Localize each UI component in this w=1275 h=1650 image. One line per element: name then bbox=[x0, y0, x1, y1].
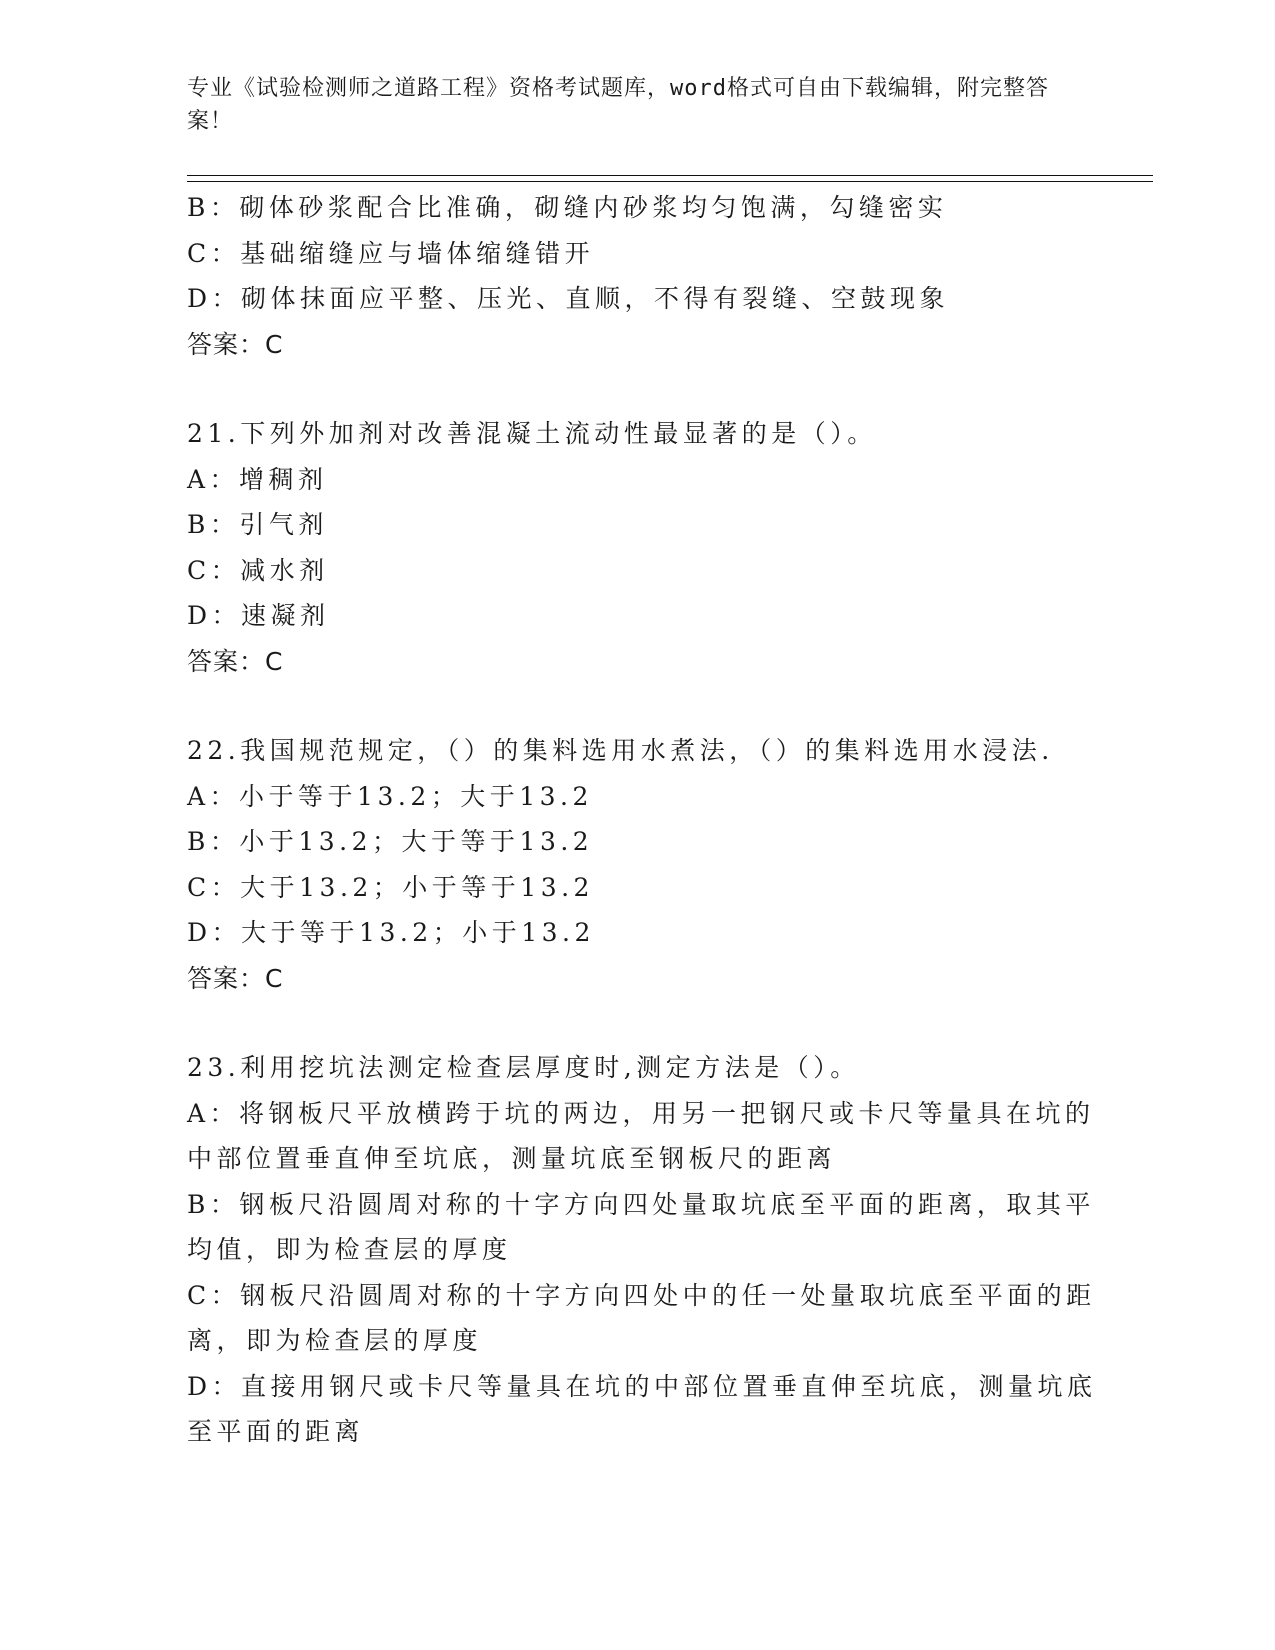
spacer bbox=[187, 1001, 1077, 1045]
option-c: C：大于13.2；小于等于13.2 bbox=[187, 872, 594, 902]
option-b-line-1: B：钢板尺沿圆周对称的十字方向四处量取坑底至平面的距离，取其平 bbox=[187, 1189, 1095, 1219]
option-b-line-2: 均值，即为检查层的厚度 bbox=[187, 1235, 512, 1264]
document-header: 专业《试验检测师之道路工程》资格考试题库，word格式可自由下载编辑，附完整答案！ bbox=[187, 76, 1049, 134]
option-c-line-1: C：钢板尺沿圆周对称的十字方向四处中的任一处量取坑底至平面的距 bbox=[187, 1280, 1096, 1310]
question-list bbox=[187, 185, 1097, 1455]
option-a-line-2: 中部位置垂直伸至坑底，测量坑底至钢板尺的距离 bbox=[187, 1144, 837, 1173]
option-b: B：引气剂 bbox=[187, 510, 328, 539]
question-20-tail bbox=[187, 185, 1077, 367]
question-stem: 22.我国规范规定，（）的集料选用水煮法，（）的集料选用水浸法. bbox=[187, 736, 1054, 765]
question-22 bbox=[187, 728, 1077, 1001]
answer: 答案：C bbox=[187, 646, 284, 676]
answer: 答案：C bbox=[187, 329, 284, 359]
option-a: A：增稠剂 bbox=[187, 464, 328, 494]
option-b: B：小于13.2；大于等于13.2 bbox=[187, 827, 594, 856]
option-b: B：砌体砂浆配合比准确，砌缝内砂浆均匀饱满，勾缝密实 bbox=[187, 193, 948, 222]
question-21 bbox=[187, 411, 1077, 684]
option-d: D：砌体抹面应平整、压光、直顺，不得有裂缝、空鼓现象 bbox=[187, 284, 950, 313]
header-rule-bottom bbox=[187, 181, 1153, 182]
option-a-line-1: A：将钢板尺平放横跨于坑的两边，用另一把钢尺或卡尺等量具在坑的 bbox=[187, 1098, 1095, 1128]
option-d-line-2: 至平面的距离 bbox=[187, 1417, 365, 1446]
option-c: C：基础缩缝应与墙体缩缝错开 bbox=[187, 238, 595, 268]
option-d: D：速凝剂 bbox=[187, 601, 330, 630]
question-23 bbox=[187, 1045, 1097, 1455]
option-c-line-2: 离，即为检查层的厚度 bbox=[187, 1326, 483, 1355]
option-d: D：大于等于13.2；小于13.2 bbox=[187, 918, 595, 947]
option-c: C：减水剂 bbox=[187, 555, 329, 585]
question-stem: 23.利用挖坑法测定检查层厚度时,测定方法是（）。 bbox=[187, 1053, 860, 1082]
spacer bbox=[187, 684, 1077, 728]
header-rule-top bbox=[187, 175, 1153, 176]
answer: 答案：C bbox=[187, 963, 284, 993]
option-a: A：小于等于13.2；大于13.2 bbox=[187, 781, 593, 811]
option-d-line-1: D：直接用钢尺或卡尺等量具在坑的中部位置垂直伸至坑底，测量坑底 bbox=[187, 1371, 1097, 1401]
question-stem: 21.下列外加剂对改善混凝土流动性最显著的是（）。 bbox=[187, 419, 877, 448]
spacer bbox=[187, 367, 1077, 411]
